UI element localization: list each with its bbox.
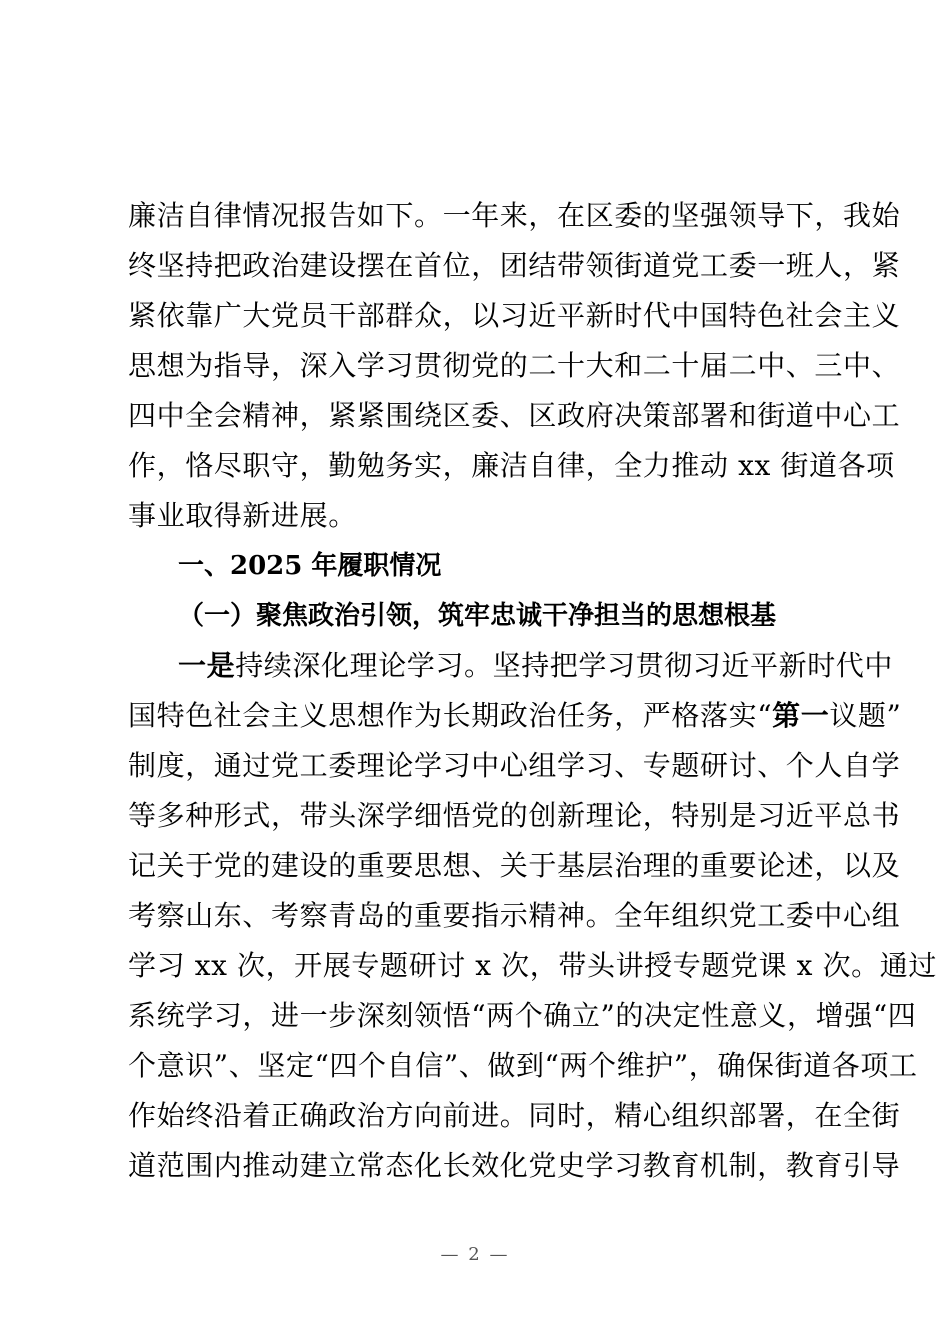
paragraph-first-line: [178, 648, 894, 684]
paragraph-line: 等多种形式，带头深学细悟党的创新理论，特别是习近平总书: [128, 799, 901, 832]
paragraph-line: 制度，通过党工委理论学习中心组学习、专题研讨、个人自学: [128, 749, 901, 782]
subsection-heading: （一）聚焦政治引领，筑牢忠诚干净担当的思想根基: [178, 601, 777, 631]
paragraph-line: 学习 xx 次，开展专题研讨 x 次，带头讲授专题党课 x 次。通过: [128, 949, 937, 982]
paragraph-text: 议题”: [829, 699, 902, 732]
paragraph-line: 廉洁自律情况报告如下。一年来，在区委的坚强领导下，我始: [128, 199, 901, 232]
section-heading: 一、2025 年履职情况: [178, 551, 442, 581]
paragraph-line: 考察山东、考察青岛的重要指示精神。全年组织党工委中心组: [128, 899, 901, 932]
paragraph-line: 系统学习，进一步深刻领悟“两个确立”的决定性意义，增强“四: [128, 999, 917, 1032]
paragraph-line: 记关于党的建设的重要思想、关于基层治理的重要论述，以及: [128, 849, 901, 882]
paragraph-line: 事业取得新进展。: [128, 499, 357, 532]
lead-text: 一是: [178, 649, 236, 682]
paragraph-line: 个意识”、坚定“四个自信”、做到“两个维护”，确保街道各项工: [128, 1049, 918, 1082]
paragraph-line: [128, 698, 902, 734]
paragraph-text: 国特色社会主义思想作为长期政治任务，严格落实“: [128, 699, 773, 732]
paragraph-text: 持续深化理论学习。坚持把学习贯彻习近平新时代中: [235, 649, 894, 682]
page-number: — 2 —: [440, 1244, 510, 1265]
paragraph-line: 终坚持把政治建设摆在首位，团结带领街道党工委一班人，紧: [128, 249, 901, 282]
paragraph-line: 四中全会精神，紧紧围绕区委、区政府决策部署和街道中心工: [128, 399, 901, 432]
emphasis-text: 第一: [772, 699, 830, 732]
paragraph-line: 道范围内推动建立常态化长效化党史学习教育机制，教育引导: [128, 1149, 901, 1182]
paragraph-line: 作，恪尽职守，勤勉务实，廉洁自律，全力推动 xx 街道各项: [128, 449, 895, 482]
paragraph-line: 紧依靠广大党员干部群众，以习近平新时代中国特色社会主义: [128, 299, 901, 332]
paragraph-line: 作始终沿着正确政治方向前进。同时，精心组织部署，在全街: [128, 1099, 901, 1132]
paragraph-line: 思想为指导，深入学习贯彻党的二十大和二十届二中、三中、: [128, 349, 901, 382]
